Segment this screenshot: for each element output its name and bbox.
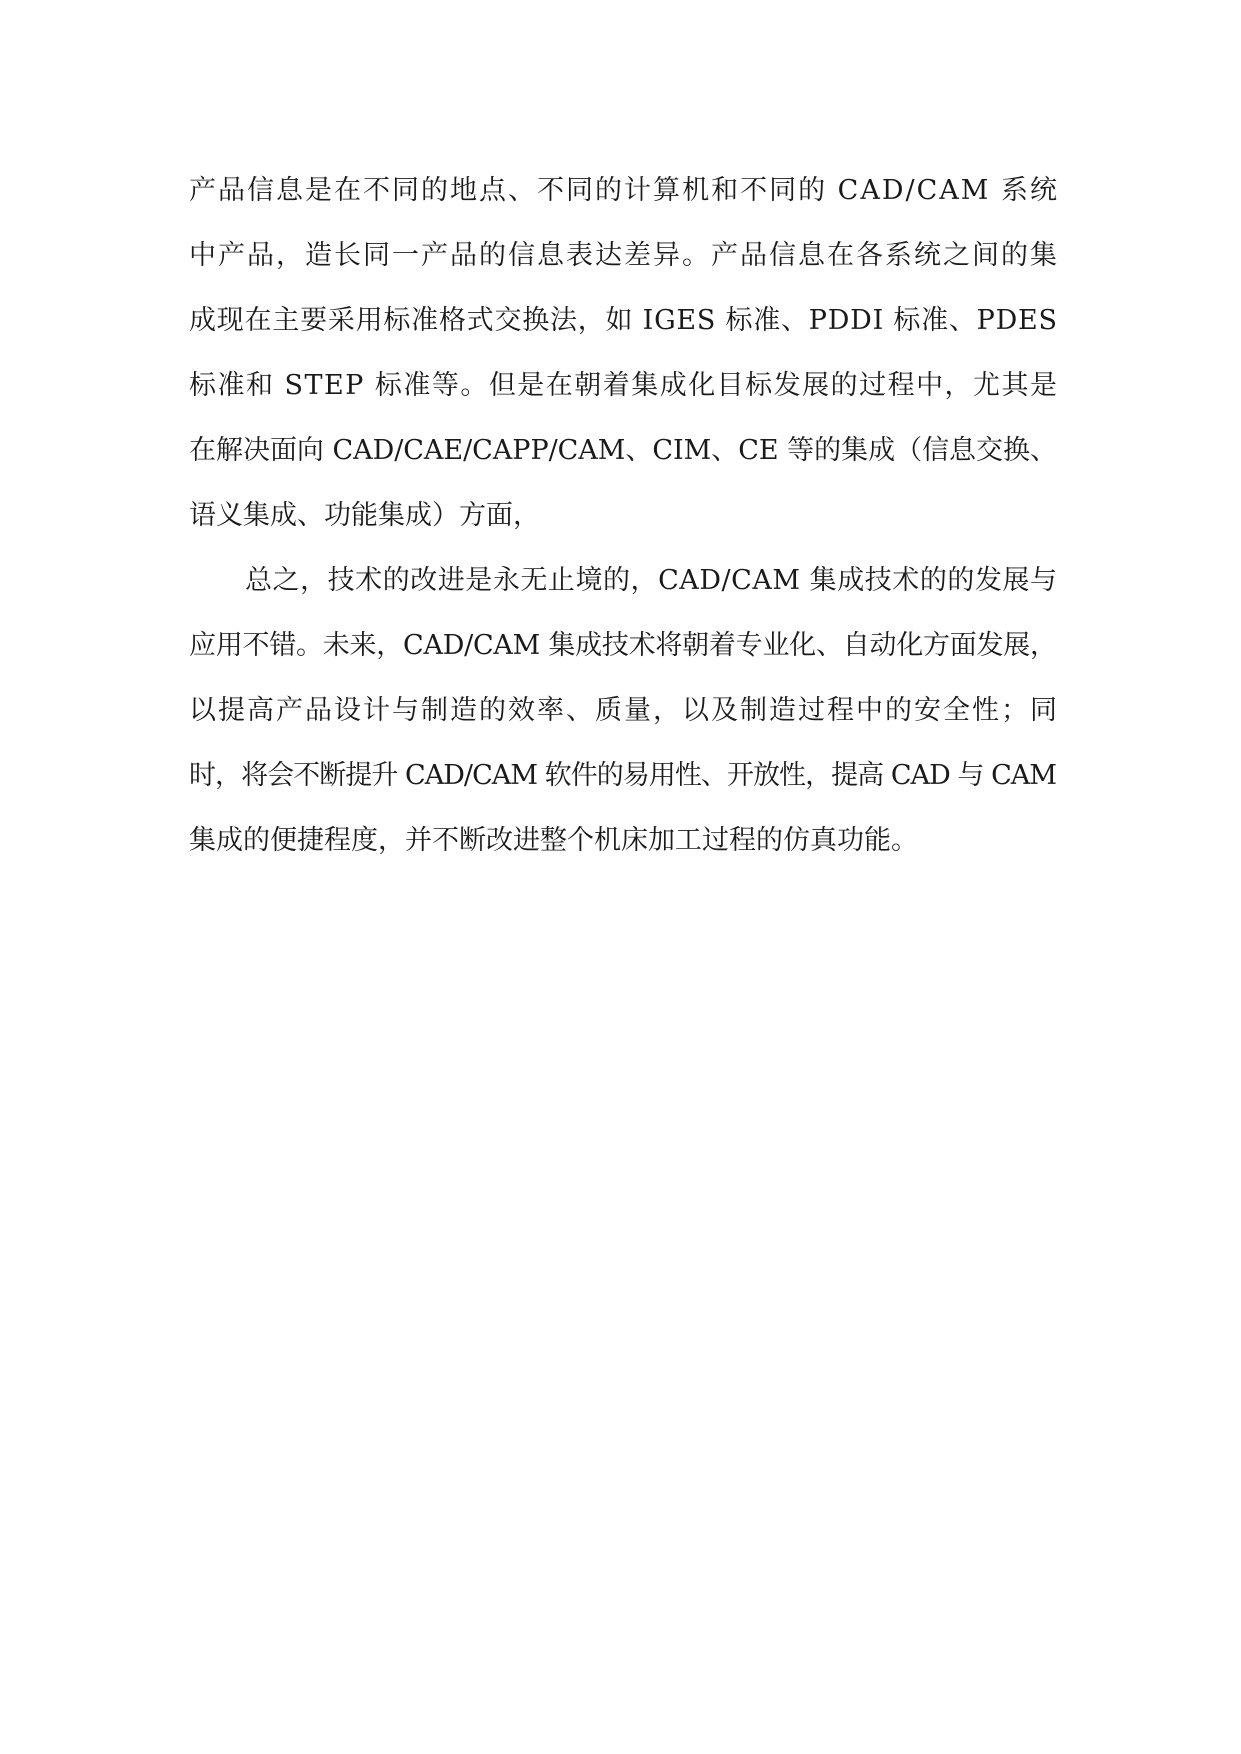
paragraph-line [189,808,1057,873]
paragraph-line [189,353,1057,418]
paragraph-line [189,613,1057,678]
line-text: 语义集成、功能集成）方面， [189,500,540,531]
document-body [189,158,1057,873]
line-text: 以提高产品设计与制造的效率、质量，以及制造过程中的安全性；同 [189,695,1059,726]
line-text: 产品信息是在不同的地点、不同的计算机和不同的 CAD/CAM 系统 [189,175,1059,206]
paragraph-line [189,418,1057,483]
paragraph-line [189,288,1057,353]
paragraph-1 [189,158,1057,548]
line-text: 时，将会不断提升 CAD/CAM 软件的易用性、开放性，提高 CAD 与 CAM [189,760,1057,791]
line-text: 应用不错。未来，CAD/CAM 集成技术将朝着专业化、自动化方面发展， [189,630,1057,661]
paragraph-line [189,223,1057,288]
paragraph-line [189,678,1057,743]
paragraph-line [189,158,1057,223]
paragraph-2 [189,548,1057,873]
line-text: 在解决面向 CAD/CAE/CAPP/CAM、CIM、CE 等的集成（信息交换、 [189,435,1057,466]
paragraph-line [189,483,1057,548]
line-text: 中产品，造长同一产品的信息表达差异。产品信息在各系统之间的集 [189,240,1059,271]
line-text: 集成的便捷程度，并不断改进整个机床加工过程的仿真功能。 [189,825,918,856]
paragraph-line [189,743,1057,808]
line-text: 总之，技术的改进是永无止境的，CAD/CAM 集成技术的的发展与 [245,565,1058,596]
line-text: 成现在主要采用标准格式交换法，如 IGES 标准、PDDI 标准、PDES [189,305,1058,336]
paragraph-line [189,548,1057,613]
line-text: 标准和 STEP 标准等。但是在朝着集成化目标发展的过程中，尤其是 [189,370,1059,401]
